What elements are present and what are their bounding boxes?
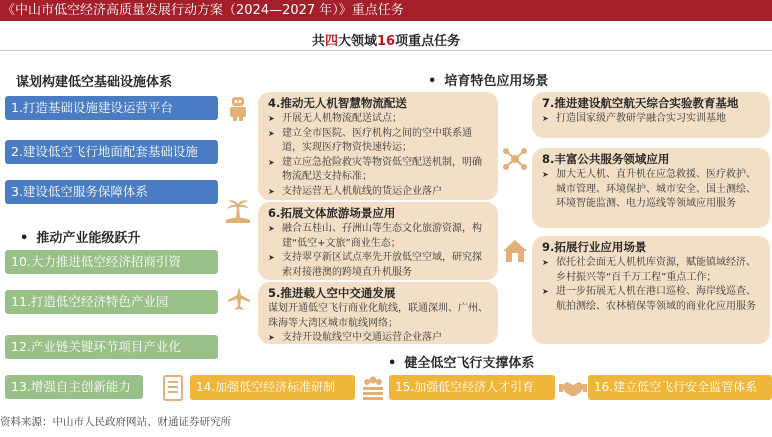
- task-16-button[interactable]: 16.建立低空飞行安全监管体系: [588, 375, 772, 400]
- source-note: 资料来源：中山市人民政府网站、财通证券研究所: [0, 416, 231, 428]
- subtitle-part3: 项重点任务: [395, 34, 461, 49]
- arrow-icon: ➤: [542, 258, 549, 267]
- arrow-icon: ➤: [268, 333, 275, 342]
- section-infra-heading: 谋划构建低空基础设施体系: [16, 75, 173, 90]
- arrow-icon: ➤: [268, 186, 275, 196]
- airplane-icon: [226, 286, 252, 316]
- task-5-text: 谋划开通低空飞行商业化航线，联通深圳、广州、珠海等大湾区城市航线网络；: [268, 303, 488, 329]
- task-15-button[interactable]: 15.加强低空经济人才引育: [389, 375, 555, 400]
- arrow-icon: ➤: [542, 287, 549, 296]
- task-6-bullet: ➤ 融合五桂山、孖洲山等生态文化旅游资源，构建“低空+文旅”商业生态；: [268, 223, 482, 249]
- subtitle-num2: 16: [376, 34, 396, 49]
- handshake-icon: [559, 376, 587, 404]
- task-9-title: 9.拓展行业应用场景: [542, 240, 647, 254]
- task-6-card: [258, 202, 498, 280]
- task-6-bullet: ➤ 支持翠亨新区试点率先开放低空空域，研究探索对接港澳的跨境直升机服务: [268, 252, 482, 278]
- subtitle-part1: 共: [311, 34, 325, 49]
- subtitle-divider: [0, 50, 772, 51]
- task-5-title: 5.推进载人空中交通发展: [268, 286, 396, 300]
- team-icon: [360, 375, 386, 405]
- task-5-card: [258, 282, 498, 344]
- task-4-bullet: ➤ 建立应急抢险救灾等物资低空配送机制，明确物流配送支持标准；: [268, 156, 482, 182]
- island-icon: [224, 196, 252, 228]
- task-4-card: [258, 92, 498, 200]
- arrow-icon: ➤: [268, 253, 275, 262]
- page-subtitle: [0, 30, 772, 49]
- task-1-button[interactable]: 1.打造基础设施建设运营平台: [5, 96, 218, 120]
- section-apps-heading: • 培育特色应用场景: [428, 74, 549, 89]
- page-title-bar: [0, 0, 772, 21]
- arrow-icon: ➤: [268, 114, 275, 123]
- task-8-card: [532, 148, 770, 228]
- task-2-button[interactable]: 2.建设低空飞行地面配套基础设施: [5, 140, 218, 164]
- arrow-icon: ➤: [542, 170, 549, 179]
- house-icon: [501, 238, 529, 268]
- task-7-title: 7.推进建设航空航天综合实验教育基地: [542, 96, 739, 110]
- task-4-bullet: ➤ 开展无人机物流配送试点；: [268, 112, 490, 127]
- task-10-button[interactable]: 10.大力推进低空经济招商引资: [5, 250, 218, 274]
- arrow-icon: ➤: [542, 114, 549, 123]
- task-4-bullet: ➤ 建立全市医院、医疗机构之间的空中联系通道，实现医疗物资快速转运；: [268, 127, 472, 153]
- document-list-icon: [162, 375, 184, 405]
- subtitle-part2: 大领域: [337, 34, 377, 49]
- arrow-icon: ➤: [268, 157, 275, 167]
- molecule-icon: [502, 146, 528, 176]
- task-13-button[interactable]: 13.增强自主创新能力: [5, 375, 143, 399]
- task-4-bullet: ➤ 支持运营无人机航线的货运企业落户: [268, 185, 490, 200]
- task-9-card: [532, 236, 770, 344]
- task-9-bullet: ➤ 进一步拓展无人机在港口巡检、海岸线巡查、航拍测绘、农林植保等领域的商业化应用服务: [542, 286, 756, 312]
- task-12-button[interactable]: 12.产业链关键环节项目产业化: [5, 335, 218, 359]
- task-6-title: 6.拓展文体旅游场景应用: [268, 206, 396, 220]
- page-title: 《中山市低空经济高质量发展行动方案（2024—2027 年）》重点任务: [2, 3, 404, 18]
- task-4-title: 4.推动无人机智慧物流配送: [268, 96, 407, 110]
- arrow-icon: ➤: [268, 224, 275, 233]
- task-3-button[interactable]: 3.建设低空服务保障体系: [5, 180, 218, 204]
- task-7-card: [532, 92, 770, 138]
- task-8-title: 8.丰富公共服务领域应用: [542, 152, 670, 166]
- task-9-bullet: ➤ 依托社会面无人机机库资源，赋能镇域经济、乡村振兴等“百千万工程”重点工作；: [542, 257, 756, 283]
- subtitle-num1: 四: [324, 34, 338, 49]
- task-7-bullet: ➤ 打造国家级产教研学融合实习实训基地: [542, 112, 762, 127]
- task-5-bullet: ➤ 支持开设航线空中交通运营企业落户: [268, 331, 490, 344]
- task-8-bullet: ➤ 加大无人机、直升机在应急救援、医疗救护、城市管理、环境保护、城市安全、国土测绘、环境智能监测、电力巡线等领域应用服务: [542, 169, 756, 209]
- arrow-icon: ➤: [268, 128, 275, 138]
- section-support-heading: • 健全低空飞行支撑体系: [388, 356, 535, 371]
- task-11-button[interactable]: 11.打造低空经济特色产业园: [5, 290, 218, 314]
- robot-icon: [226, 94, 250, 126]
- section-industry-heading: • 推动产业能级跃升: [20, 231, 141, 246]
- task-14-button[interactable]: 14.加强低空经济标准研制: [190, 375, 355, 400]
